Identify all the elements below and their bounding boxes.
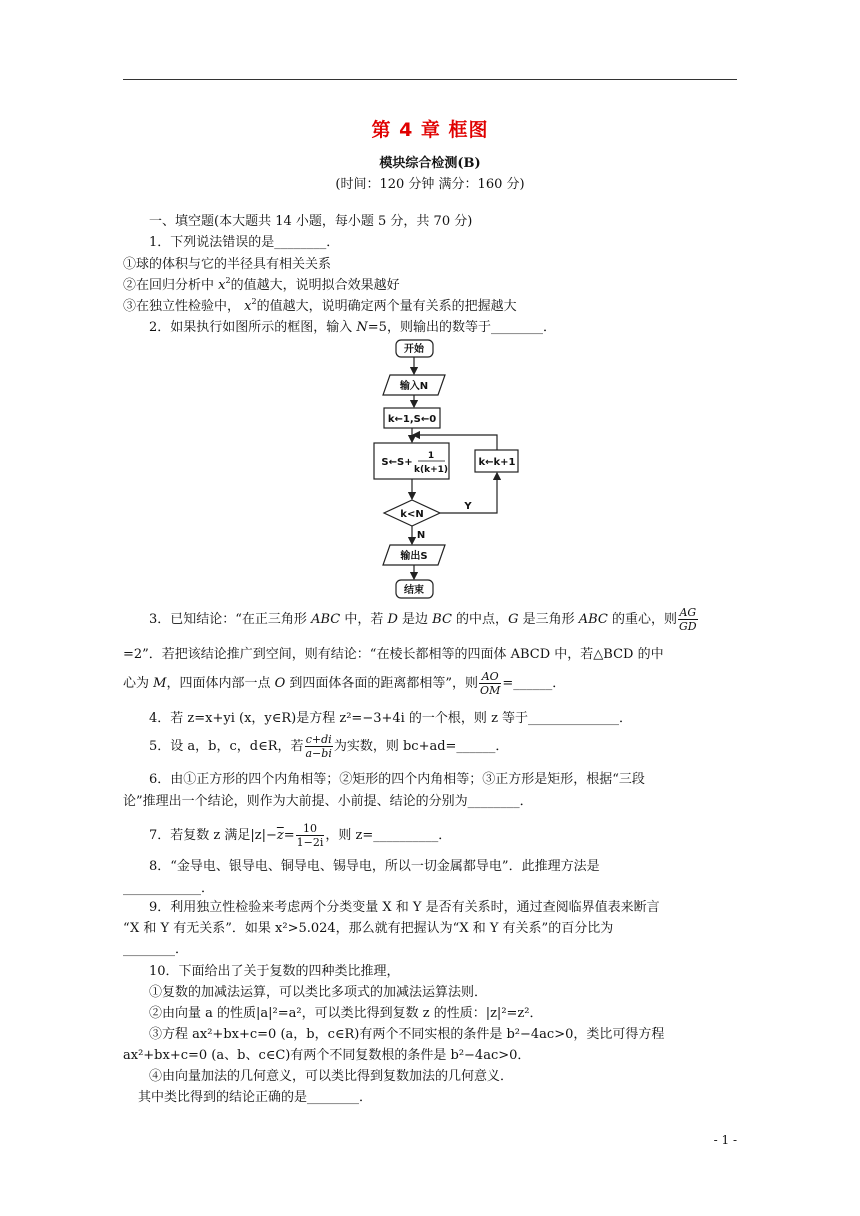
q8-line-1: 8．“金导电、银导电、铜导电、锡导电，所以一切金属都导电”．此推理方法是 (149, 859, 600, 874)
q10-question: 其中类比得到的结论正确的是________． (138, 1090, 373, 1105)
q6-line-1: 6．由①正方形的四个内角相等；②矩形的四个内角相等；③正方形是矩形，根据“三段 (149, 772, 645, 787)
q1-option-1: ①球的体积与它的半径具有相关关系 (123, 257, 332, 272)
q4: 4．若 z=x+yi (x，y∈R)是方程 z²=−3+4i 的一个根，则 z 等于______________． (149, 711, 633, 726)
output-label: 输出S (400, 551, 428, 562)
condition-label: k<N (400, 509, 424, 520)
time-score-info: (时间：120 分钟 满分：160 分) (335, 177, 525, 192)
update-frac-num: 1 (427, 451, 435, 461)
input-label: 输入N (399, 381, 429, 392)
update-frac-den: k(k+1) (413, 465, 449, 475)
q8-line-2: ____________． (123, 881, 215, 896)
q9-line-2: “X 和 Y 有无关系”．如果 x²>5.024，那么就有把握认为“X 和 Y 有关系”的百分比为 (123, 921, 614, 936)
no-label: N (416, 530, 426, 541)
q5: 5．设 a，b，c，d∈R，若 $\frac{c+di}{a-bi}$ 为实数，则 bc+ad=______． (149, 733, 509, 760)
header-rule (123, 79, 737, 80)
q10-item-4: ④由向量加法的几何意义，可以类比得到复数加法的几何意义． (149, 1069, 514, 1084)
start-label: 开始 (404, 344, 424, 355)
q2-stem: 2．如果执行如图所示的框图，输入 N=5，则输出的数等于________． (149, 320, 556, 335)
q7: 7．若复数 z 满足$|z|-\overline{z}=$ $\frac{10}{1-2i}$ ，则 z=__________． (149, 822, 452, 849)
q3-line-1: 3．已知结论：“在正三角形 ABC 中，若 D 是边 BC 的中点，G 是三角形 ABC 的重心，则 $\frac{AG}{GD}$ (149, 606, 697, 633)
flowchart (370, 338, 530, 603)
increment-label: k←k+1 (478, 457, 516, 468)
q1-option-2: ②在回归分析中 $x^2$的值越大，说明拟合效果越好 (123, 276, 400, 293)
page-number: - 1 - (713, 1133, 737, 1147)
q10-item-3-line-1: ③方程 ax²+bx+c=0 (a，b，c∈R)有两个不同实根的条件是 b²−4ac>0，类比可得方程 (149, 1027, 665, 1042)
q3-line-2: =2”．若把该结论推广到空间，则有结论：“在棱长都相等的四面体 ABCD 中，若△BCD 的中 (123, 647, 664, 662)
section-heading: 一、填空题(本大题共 14 小题，每小题 5 分，共 70 分) (149, 214, 473, 229)
q3-line-3: 心为 M，四面体内部一点 O 到四面体各面的距离都相等”，则 $\frac{AO}{OM}$ =______． (123, 670, 566, 697)
q10-item-1: ①复数的加减法运算，可以类比多项式的加减法运算法则． (149, 985, 488, 1000)
q10-item-3-line-2: ax²+bx+c=0 (a、b、c∈C)有两个不同复数根的条件是 b²−4ac>0． (123, 1048, 531, 1063)
q6-line-2: 论”推理出一个结论，则作为大前提、小前提、结论的分别为________． (123, 794, 533, 809)
q9-line-3: ________． (123, 942, 189, 957)
update-label: S←S+ (381, 457, 413, 468)
end-label: 结束 (404, 585, 424, 596)
q9-line-1: 9．利用独立性检验来考虑两个分类变量 X 和 Y 是否有关系时，通过查阅临界值表来断言 (149, 900, 660, 915)
q10-item-2: ②由向量 a 的性质|a|²=a²，可以类比得到复数 z 的性质：|z|²=z²． (149, 1006, 543, 1021)
init-label: k←1,S←0 (387, 414, 437, 425)
q10-stem: 10．下面给出了关于复数的四种类比推理， (149, 964, 400, 979)
q1-option-3: ③在独立性检验中， $x^2$的值越大，说明确定两个量有关系的把握越大 (123, 297, 517, 314)
q1-stem: 1．下列说法错误的是________． (149, 235, 340, 250)
chapter-title: 第 4 章 框图 (371, 119, 489, 141)
yes-label: Y (464, 501, 472, 512)
exam-subtitle: 模块综合检测(B) (379, 156, 481, 171)
